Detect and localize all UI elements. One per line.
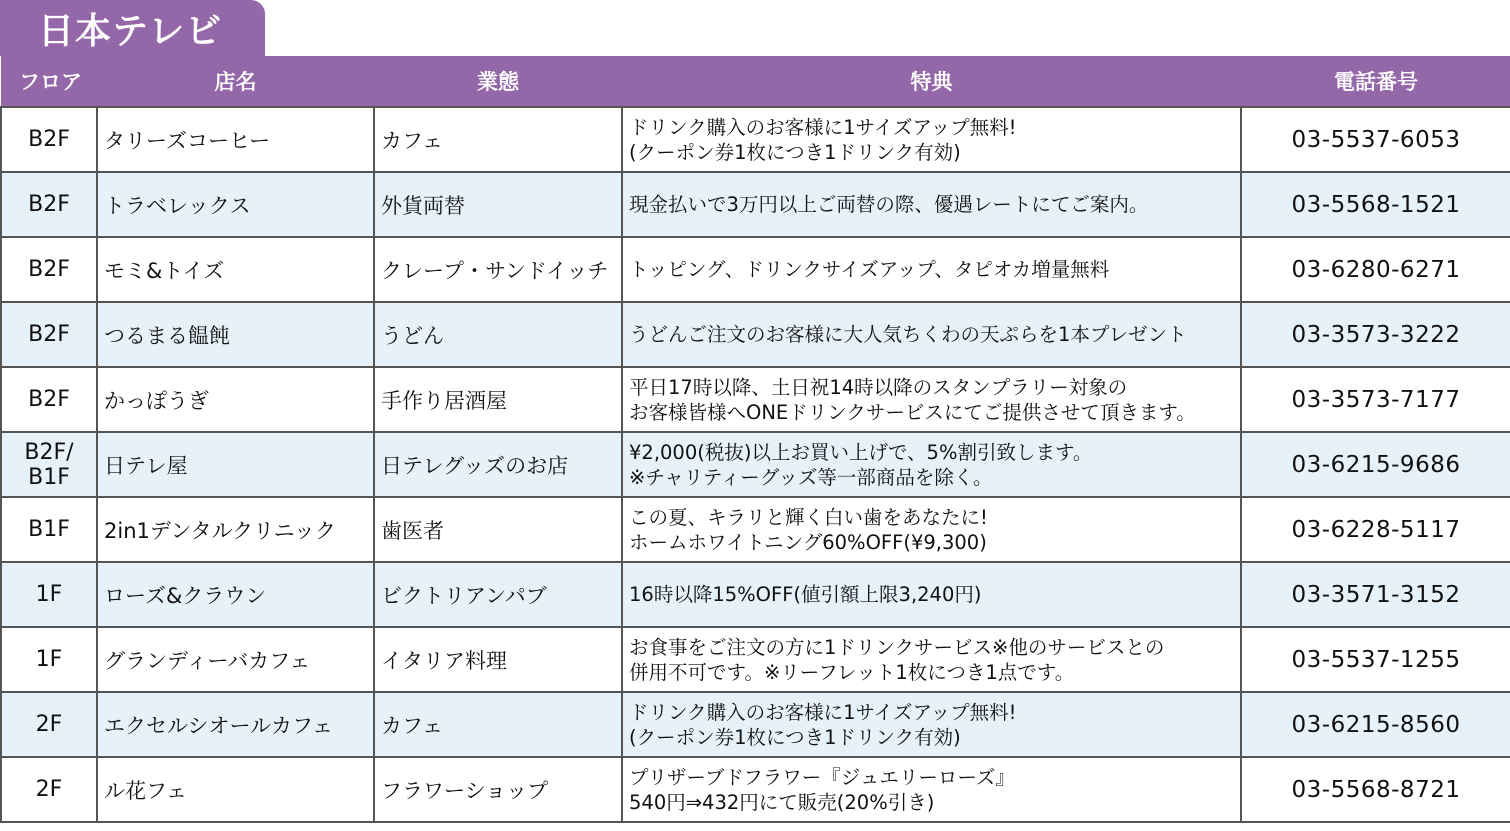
cell-floor: B2F/ B1F	[1, 432, 97, 497]
cell-floor: 1F	[1, 562, 97, 627]
header-type: 業態	[374, 56, 622, 107]
cell-phone: 03-5537-6053	[1241, 107, 1510, 172]
cell-floor: B2F	[1, 237, 97, 302]
cell-store-name: ローズ&クラウン	[97, 562, 374, 627]
cell-store-name: つるまる饂飩	[97, 302, 374, 367]
cell-store-name: グランディーバカフェ	[97, 627, 374, 692]
table-row	[1, 627, 1510, 692]
cell-benefit: うどんご注文のお客様に大人気ちくわの天ぷらを1本プレゼント	[622, 302, 1241, 367]
cell-floor: B2F	[1, 302, 97, 367]
cell-phone: 03-5568-1521	[1241, 172, 1510, 237]
cell-business-type: うどん	[374, 302, 622, 367]
cell-business-type: フラワーショップ	[374, 757, 622, 822]
cell-store-name: 2in1デンタルクリニック	[97, 497, 374, 562]
cell-phone: 03-3573-7177	[1241, 367, 1510, 432]
table-row	[1, 302, 1510, 367]
table-row	[1, 562, 1510, 627]
cell-business-type: クレープ・サンドイッチ	[374, 237, 622, 302]
cell-phone: 03-5537-1255	[1241, 627, 1510, 692]
header-phone: 電話番号	[1241, 56, 1510, 107]
cell-benefit: この夏、キラリと輝く白い歯をあなたに! ホームホワイトニング60%OFF(¥9,300)	[622, 497, 1241, 562]
cell-benefit: 平日17時以降、土日祝14時以降のスタンプラリー対象の お客様皆様へONEドリンクサービスにてご提供させて頂きます。	[622, 367, 1241, 432]
header-store: 店名	[97, 56, 374, 107]
table-row	[1, 497, 1510, 562]
cell-benefit: ドリンク購入のお客様に1サイズアップ無料! (クーポン券1枚につき1ドリンク有効)	[622, 692, 1241, 757]
cell-phone: 03-5568-8721	[1241, 757, 1510, 822]
section-title: 日本テレビ	[0, 0, 265, 56]
store-table-wrapper	[0, 56, 1510, 823]
header-benefit: 特典	[622, 56, 1241, 107]
cell-business-type: 外貨両替	[374, 172, 622, 237]
cell-business-type: カフェ	[374, 692, 622, 757]
cell-benefit: 16時以降15%OFF(値引額上限3,240円)	[622, 562, 1241, 627]
cell-store-name: かっぽうぎ	[97, 367, 374, 432]
cell-store-name: エクセルシオールカフェ	[97, 692, 374, 757]
cell-business-type: カフェ	[374, 107, 622, 172]
store-table	[0, 56, 1510, 823]
cell-floor: B2F	[1, 172, 97, 237]
cell-store-name: ル花フェ	[97, 757, 374, 822]
cell-business-type: ビクトリアンパブ	[374, 562, 622, 627]
cell-business-type: 手作り居酒屋	[374, 367, 622, 432]
cell-benefit: お食事をご注文の方に1ドリンクサービス※他のサービスとの 併用不可です。※リーフレット1枚につき1点です。	[622, 627, 1241, 692]
cell-phone: 03-3571-3152	[1241, 562, 1510, 627]
cell-store-name: 日テレ屋	[97, 432, 374, 497]
table-row	[1, 367, 1510, 432]
cell-floor: B1F	[1, 497, 97, 562]
cell-business-type: イタリア料理	[374, 627, 622, 692]
cell-benefit: ¥2,000(税抜)以上お買い上げで、5%割引致します。 ※チャリティーグッズ等一部商品を除く。	[622, 432, 1241, 497]
cell-floor: 1F	[1, 627, 97, 692]
cell-floor: 2F	[1, 692, 97, 757]
header-floor: フロア	[1, 56, 97, 107]
cell-benefit: トッピング、ドリンクサイズアップ、タピオカ増量無料	[622, 237, 1241, 302]
cell-benefit: 現金払いで3万円以上ご両替の際、優遇レートにてご案内。	[622, 172, 1241, 237]
cell-benefit: ドリンク購入のお客様に1サイズアップ無料! (クーポン券1枚につき1ドリンク有効)	[622, 107, 1241, 172]
table-header-row	[1, 56, 1510, 107]
cell-phone: 03-6215-9686	[1241, 432, 1510, 497]
cell-floor: 2F	[1, 757, 97, 822]
table-row	[1, 757, 1510, 822]
cell-floor: B2F	[1, 367, 97, 432]
table-row	[1, 107, 1510, 172]
cell-store-name: モミ&トイズ	[97, 237, 374, 302]
cell-business-type: 日テレグッズのお店	[374, 432, 622, 497]
table-body	[1, 107, 1510, 822]
cell-phone: 03-6280-6271	[1241, 237, 1510, 302]
table-row	[1, 692, 1510, 757]
cell-benefit: プリザーブドフラワー『ジュエリーローズ』 540円⇒432円にて販売(20%引き)	[622, 757, 1241, 822]
table-row	[1, 172, 1510, 237]
table-row	[1, 237, 1510, 302]
cell-store-name: トラベレックス	[97, 172, 374, 237]
cell-store-name: タリーズコーヒー	[97, 107, 374, 172]
cell-business-type: 歯医者	[374, 497, 622, 562]
cell-phone: 03-6215-8560	[1241, 692, 1510, 757]
table-row	[1, 432, 1510, 497]
cell-phone: 03-3573-3222	[1241, 302, 1510, 367]
cell-floor: B2F	[1, 107, 97, 172]
cell-phone: 03-6228-5117	[1241, 497, 1510, 562]
